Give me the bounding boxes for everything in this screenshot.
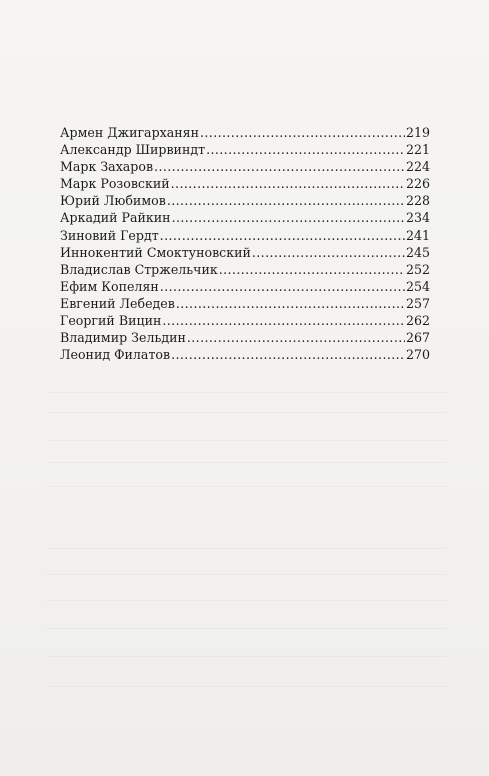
toc-entry-page: 234 — [405, 210, 430, 226]
toc-leader-dots — [187, 329, 405, 346]
toc-leader-dots — [162, 312, 405, 329]
toc-entry-name: Леонид Филатов — [60, 347, 171, 363]
bleed-through-line — [46, 600, 446, 601]
toc-entry-name: Зиновий Гердт — [60, 227, 159, 243]
toc-leader-dots — [167, 192, 405, 209]
toc-entry — [60, 124, 430, 141]
bleed-through-line — [46, 462, 446, 463]
toc-entry-page: 245 — [405, 244, 430, 260]
toc-entry — [60, 192, 430, 209]
toc-entry-name: Ефим Копелян — [60, 278, 159, 294]
toc-entry-name: Владимир Зельдин — [60, 330, 186, 346]
toc-leader-dots — [252, 244, 405, 261]
toc-entry-name: Александр Ширвиндт — [60, 142, 206, 158]
toc-leader-dots — [206, 141, 405, 158]
toc-entry — [60, 244, 430, 261]
toc-entry — [60, 175, 430, 192]
toc-entry-page: 257 — [405, 295, 430, 311]
toc-leader-dots — [171, 346, 405, 363]
toc-leader-dots — [160, 278, 405, 295]
bleed-through-line — [46, 440, 446, 441]
toc-entry-page: 221 — [405, 142, 430, 158]
toc-entry — [60, 227, 430, 244]
toc-entry-page: 224 — [405, 159, 430, 175]
toc-leader-dots — [172, 209, 405, 226]
toc-leader-dots — [171, 175, 405, 192]
toc-entry-name: Аркадий Райкин — [60, 210, 171, 226]
toc-entry-name: Марк Розовский — [60, 176, 170, 192]
bleed-through-line — [46, 486, 446, 487]
toc-entry — [60, 329, 430, 346]
bleed-through-line — [46, 392, 446, 393]
toc-entry-page: 241 — [405, 227, 430, 243]
bleed-through-line — [46, 548, 446, 549]
toc-entry-name: Владислав Стржельчик — [60, 261, 218, 277]
toc-leader-dots — [219, 261, 405, 278]
toc-entry — [60, 209, 430, 226]
toc-entry-page: 252 — [405, 261, 430, 277]
toc-entry-page: 226 — [405, 176, 430, 192]
toc-entry — [60, 158, 430, 175]
toc-entry-page: 219 — [405, 125, 430, 140]
toc-entry-name: Иннокентий Смоктуновский — [60, 244, 251, 260]
bleed-through-line — [46, 656, 446, 657]
bleed-through-line — [46, 412, 446, 413]
toc-entry-page: 270 — [405, 347, 430, 363]
toc-entry-name: Евгений Лебедев — [60, 295, 175, 311]
toc-entry — [60, 346, 430, 363]
toc-entry-page: 262 — [405, 313, 430, 329]
bleed-through-line — [46, 686, 446, 687]
toc-entry — [60, 295, 430, 312]
toc-entry-page: 267 — [405, 330, 430, 346]
toc-leader-dots — [176, 295, 405, 312]
toc-entry — [60, 312, 430, 329]
toc-entry-name: Георгий Вицин — [60, 313, 162, 329]
toc-entry-page: 254 — [405, 278, 430, 294]
toc-entry — [60, 261, 430, 278]
toc-entry — [60, 141, 430, 158]
bleed-through-line — [46, 628, 446, 629]
bleed-through-line — [46, 574, 446, 575]
toc-entry-name: Армен Джигарханян — [60, 125, 199, 140]
toc-leader-dots — [200, 124, 405, 141]
toc-entry — [60, 278, 430, 295]
toc-entry-page: 228 — [405, 193, 430, 209]
toc-leader-dots — [154, 158, 405, 175]
toc-entry-name: Юрий Любимов — [60, 193, 166, 209]
toc-leader-dots — [160, 227, 405, 244]
toc-entry-name: Марк Захаров — [60, 159, 154, 175]
table-of-contents — [60, 124, 430, 363]
